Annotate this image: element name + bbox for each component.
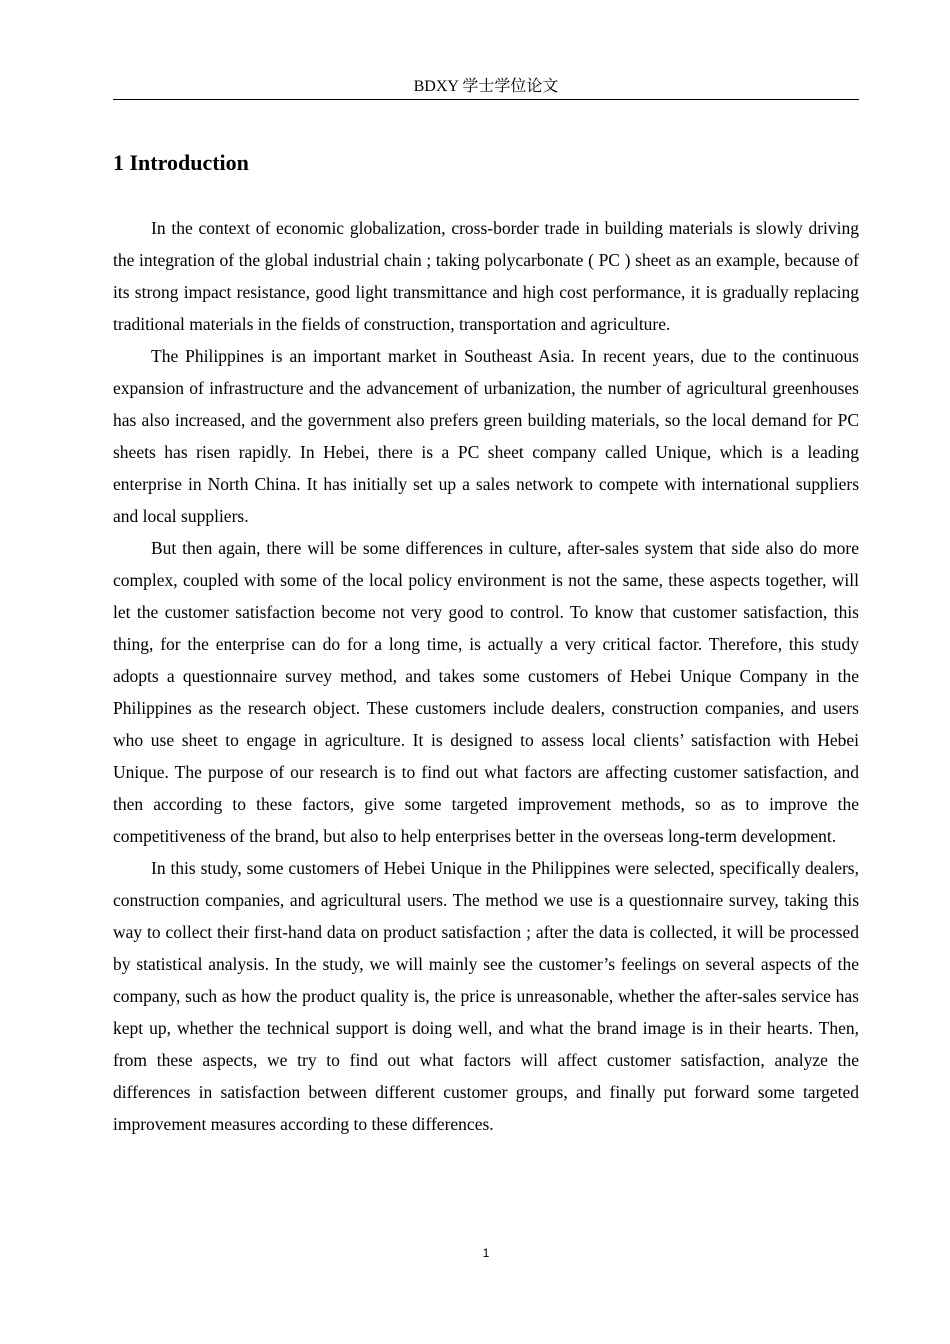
body-text bbox=[113, 212, 859, 1140]
header-rule bbox=[113, 99, 859, 100]
paragraph: In this study, some customers of Hebei Unique in the Philippines were selected, specifically dealers, construction companies, and agricultural users. The method we use is a questionnaire survey, taking this way to collect their first-hand data on product satisfaction ; after the data is collected, it will be processed by statistical analysis. In the study, we will mainly see the customer’s feelings on several aspects of the company, such as how the product quality is, the price is unreasonable, whether the after-sales service has kept up, whether the technical support is doing well, and what the brand image is in their hearts. Then, from these aspects, we try to find out what factors will affect customer satisfaction, analyze the differences in satisfaction between different customer groups, and finally put forward some targeted improvement measures according to these differences. bbox=[113, 858, 859, 1134]
section-title: 1 Introduction bbox=[113, 150, 249, 175]
paragraph: The Philippines is an important market in Southeast Asia. In recent years, due to the continuous expansion of infrastructure and the advancement of urbanization, the number of agricultural greenhouses has also increased, and the government also prefers green building materials, so the local demand for PC sheets has risen rapidly. In Hebei, there is a PC sheet company called Unique, which is a leading enterprise in North China. It has initially set up a sales network to compete with international suppliers and local suppliers. bbox=[113, 346, 859, 526]
paragraph: In the context of economic globalization, cross-border trade in building materials is slowly driving the integration of the global industrial chain ; taking polycarbonate ( PC ) sheet as an example, because of its strong impact resistance, good light transmittance and high cost performance, it is gradually replacing traditional materials in the fields of construction, transportation and agriculture. bbox=[113, 218, 859, 334]
running-header: BDXY 学士学位论文 bbox=[413, 78, 559, 95]
paragraph: But then again, there will be some differences in culture, after-sales system that side also do more complex, coupled with some of the local policy environment is not the same, these aspects together, will let the customer satisfaction become not very good to control. To know that customer satisfaction, this thing, for the enterprise can do for a long time, is actually a very critical factor. Therefore, this study adopts a questionnaire survey method, and takes some customers of Hebei Unique Company in the Philippines as the research object. These customers include dealers, construction companies, and users who use sheet to engage in agriculture. It is designed to assess local clients’ satisfaction with Hebei Unique. The purpose of our research is to find out what factors are affecting customer satisfaction, and then according to these factors, give some targeted improvement methods, so as to improve the competitiveness of the brand, but also to help enterprises better in the overseas long-term development. bbox=[113, 538, 859, 846]
page-number: 1 bbox=[482, 1246, 490, 1260]
